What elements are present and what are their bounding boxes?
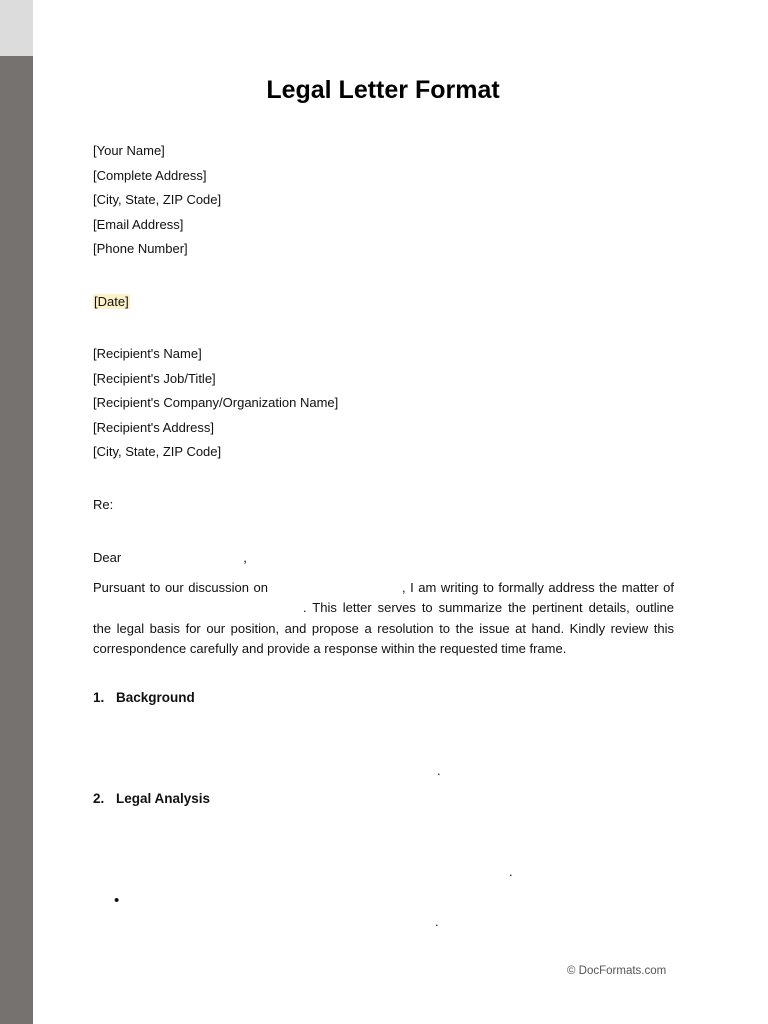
section-number: 1.	[93, 690, 105, 705]
salutation	[93, 550, 247, 566]
recipient-name: [Recipient's Name]	[93, 346, 202, 361]
date-placeholder: [Date]	[94, 294, 129, 309]
section-1-trailing-period: .	[437, 763, 441, 778]
salutation-dear: Dear	[93, 550, 122, 565]
document-title: Legal Letter Format	[266, 76, 500, 104]
footer-copyright: © DocFormats.com	[567, 965, 667, 977]
sender-name: [Your Name]	[93, 143, 165, 158]
salutation-comma: ,	[243, 550, 247, 565]
date-line	[93, 294, 130, 310]
intro-paragraph	[93, 578, 674, 660]
section-heading-background	[93, 690, 195, 705]
re-label: Re:	[93, 497, 114, 512]
section-2-trailing-period: .	[509, 864, 513, 879]
section-title: Background	[116, 690, 195, 705]
intro-part-1: Pursuant to our discussion on	[93, 580, 268, 595]
sender-city-state-zip: [City, State, ZIP Code]	[93, 192, 222, 207]
bullet-trailing-period: .	[435, 914, 439, 929]
section-heading-legal-analysis	[93, 791, 210, 806]
recipient-address: [Recipient's Address]	[93, 420, 214, 435]
recipient-city-state-zip: [City, State, ZIP Code]	[93, 444, 222, 459]
intro-part-3: . This letter serves to summarize the pertinent details, outline the legal basis for our position, and propose a resolution to the issue at hand. Kindly review this correspondence carefully and provide a response within the requested time frame.	[93, 600, 674, 657]
recipient-company: [Recipient's Company/Organization Name]	[93, 395, 339, 410]
left-margin-bar-top	[0, 0, 33, 56]
left-margin-bar	[0, 0, 33, 1024]
sender-phone: [Phone Number]	[93, 241, 188, 256]
intro-part-2: , I am writing to formally address the matter of	[401, 580, 674, 595]
bullet-point-icon: •	[114, 892, 120, 909]
section-title: Legal Analysis	[116, 791, 211, 806]
section-number: 2.	[93, 791, 105, 806]
sender-email: [Email Address]	[93, 217, 184, 232]
sender-address: [Complete Address]	[93, 168, 207, 183]
document-page	[33, 0, 768, 1024]
recipient-job-title: [Recipient's Job/Title]	[93, 371, 216, 386]
